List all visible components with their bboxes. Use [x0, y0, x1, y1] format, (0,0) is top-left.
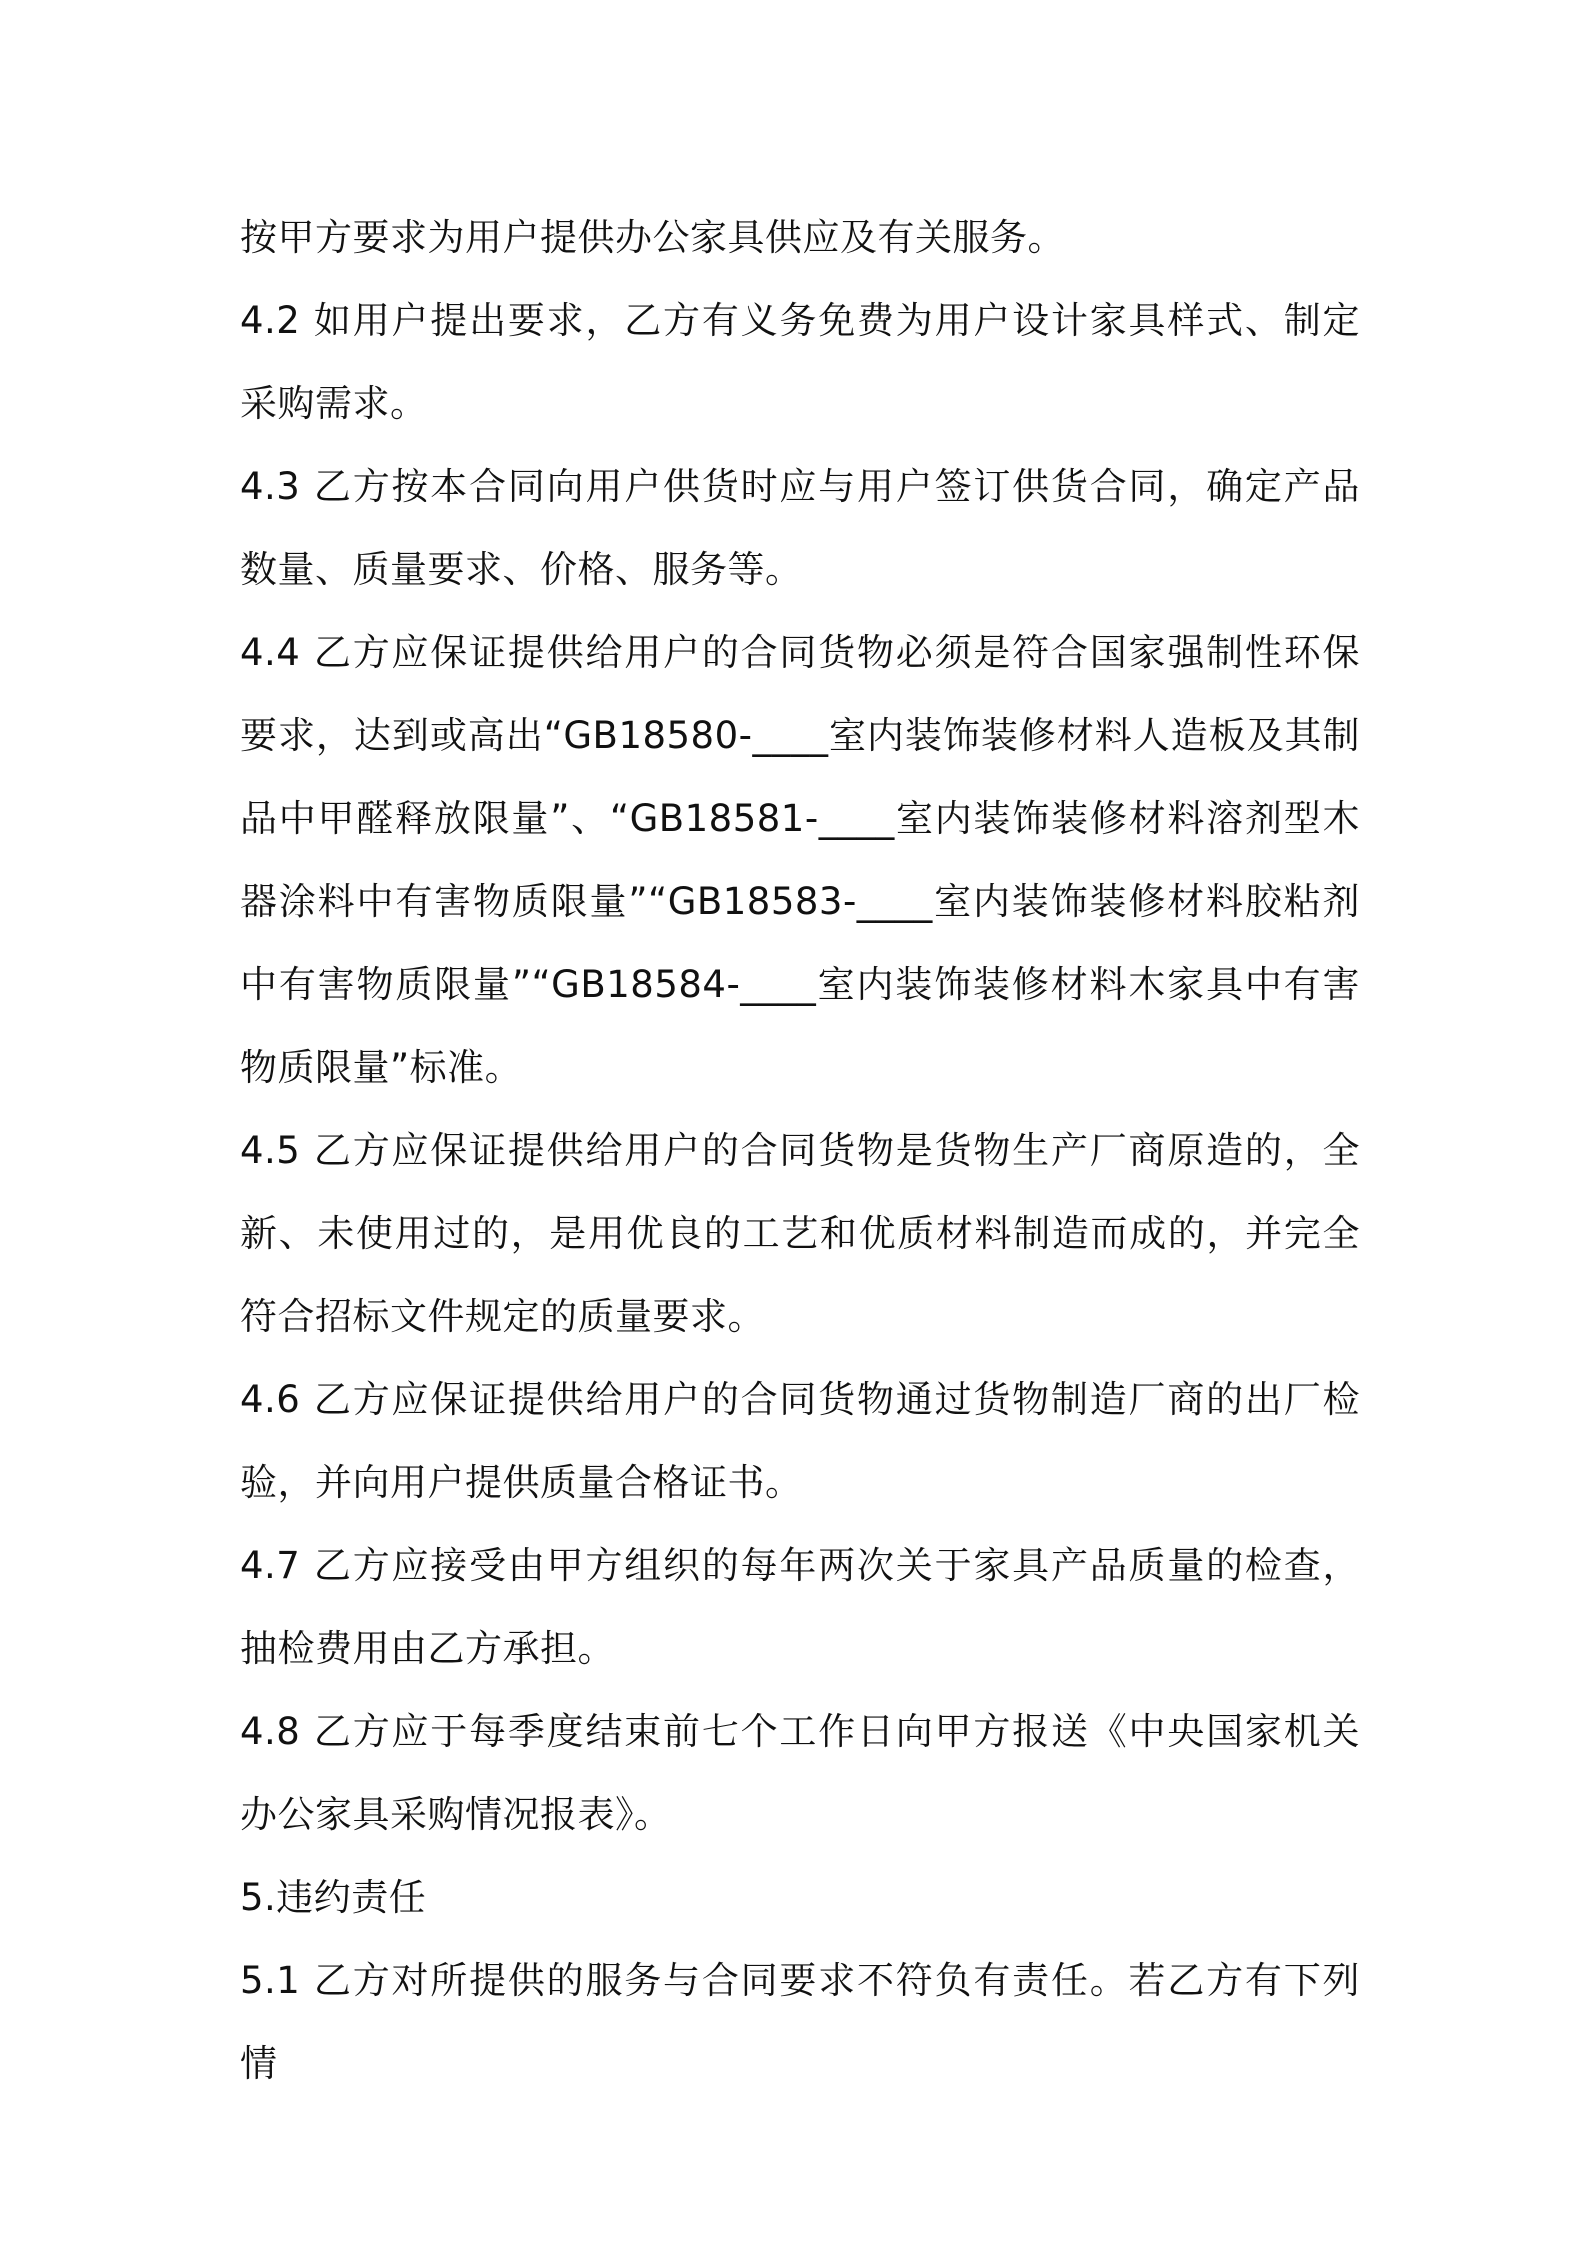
paragraph-4-7: 4.7 乙方应接受由甲方组织的每年两次关于家具产品质量的检查，抽检费用由乙方承担。	[240, 1544, 1360, 1670]
paragraph-4-6: 4.6 乙方应保证提供给用户的合同货物通过货物制造厂商的出厂检验，并向用户提供质量合格证书。	[240, 1378, 1360, 1504]
paragraph-4-2: 4.2 如用户提出要求，乙方有义务免费为用户设计家具样式、制定采购需求。	[240, 299, 1360, 425]
paragraph-service-scope: 按甲方要求为用户提供办公家具供应及有关服务。	[240, 216, 1065, 259]
paragraph-4-4: 4.4 乙方应保证提供给用户的合同货物必须是符合国家强制性环保要求，达到或高出“GB18580-____室内装饰装修材料人造板及其制品中甲醛释放限量”、“GB18581-____室内装饰装修材料溶剂型木器涂料中有害物质限量”“GB18583-____室内装饰装修材料胶粘剂中有害物质限量”“GB18584-____室内装饰装修材料木家具中有害物质限量”标准。	[240, 631, 1360, 1089]
paragraph-4-5: 4.5 乙方应保证提供给用户的合同货物是货物生产厂商原造的，全新、未使用过的，是用优良的工艺和优质材料制造而成的，并完全符合招标文件规定的质量要求。	[240, 1129, 1360, 1338]
document-body	[240, 196, 1360, 2105]
section-heading-5: 5.违约责任	[240, 1876, 427, 1919]
paragraph-4-8: 4.8 乙方应于每季度结束前七个工作日向甲方报送《中央国家机关办公家具采购情况报表》。	[240, 1710, 1360, 1836]
paragraph-5-1: 5.1 乙方对所提供的服务与合同要求不符负有责任。若乙方有下列情	[240, 1959, 1360, 2085]
paragraph-4-3: 4.3 乙方按本合同向用户供货时应与用户签订供货合同，确定产品数量、质量要求、价格、服务等。	[240, 465, 1360, 591]
